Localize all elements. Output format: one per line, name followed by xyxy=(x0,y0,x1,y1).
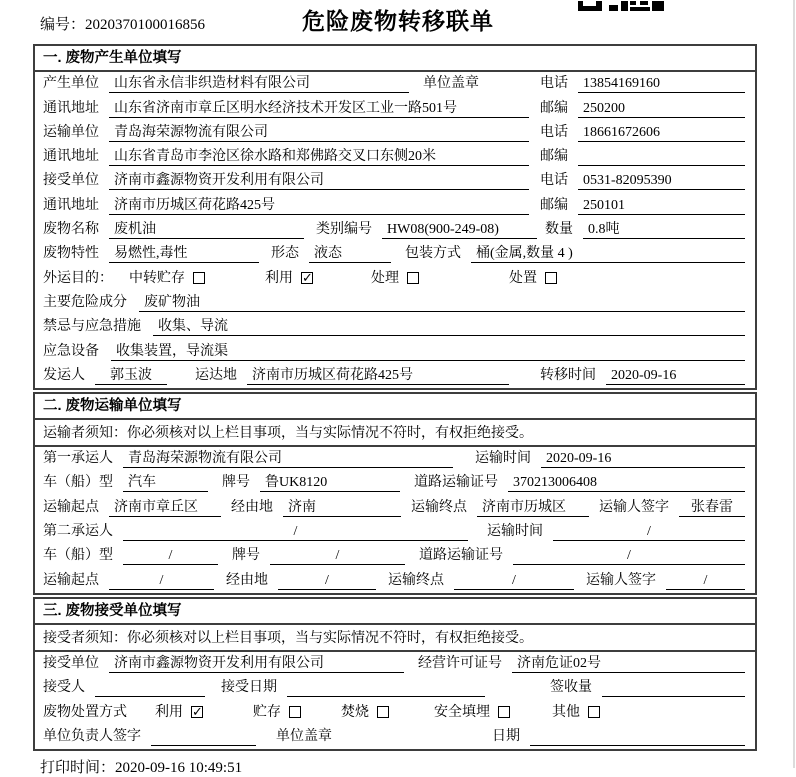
option-label: 焚烧 xyxy=(341,704,369,720)
option-label: 利用 xyxy=(265,270,293,286)
purpose-option-utilize xyxy=(265,269,313,288)
transporter-sign-label: 运输人签字 xyxy=(599,499,669,515)
responsible-signature-label: 单位负责人签字 xyxy=(43,728,141,744)
zip-label: 邮编 xyxy=(540,197,568,213)
checkbox-icon xyxy=(301,272,313,284)
row-produce-unit xyxy=(35,72,755,96)
route1-start-label: 运输起点 xyxy=(43,499,99,515)
transport-phone-value: 18661672606 xyxy=(578,123,745,142)
packaging-label: 包装方式 xyxy=(405,246,461,262)
section-transporter xyxy=(33,392,757,595)
receive-unit-value: 济南市鑫源物资开发利用有限公司 xyxy=(109,171,529,190)
row-carrier2 xyxy=(35,520,755,544)
receive-phone-group xyxy=(540,171,745,190)
checkbox-icon xyxy=(498,706,510,718)
zip-label: 邮编 xyxy=(540,149,568,165)
document-header xyxy=(0,0,796,44)
option-label: 处置 xyxy=(509,270,537,286)
row-receiving-unit xyxy=(35,652,755,676)
route1-end-value: 济南市历城区 xyxy=(477,498,589,517)
waste-traits-value: 易燃性,毒性 xyxy=(109,244,259,263)
phone-label: 电话 xyxy=(540,173,568,189)
waste-name-value: 废机油 xyxy=(109,220,304,239)
vehicle2-type-value: / xyxy=(123,546,218,565)
date-label: 日期 xyxy=(492,728,520,744)
document-number-value: 2020370100016856 xyxy=(85,17,206,33)
receiving-unit-label: 接受单位 xyxy=(43,655,99,671)
carrier2-label: 第二承运人 xyxy=(43,524,113,540)
packaging-value: 桶(金属,数量 4 ) xyxy=(471,244,745,263)
form-value: 液态 xyxy=(309,244,391,263)
destination-label: 运达地 xyxy=(195,367,237,383)
vehicle2-type-label: 车（船）型 xyxy=(43,548,113,564)
carrier2-time-group xyxy=(487,522,745,541)
main-hazard-label: 主要危险成分 xyxy=(43,294,127,310)
row-purpose xyxy=(35,266,755,290)
transporter-sign-label: 运输人签字 xyxy=(586,572,656,588)
checkbox-icon xyxy=(407,272,419,284)
row-waste-traits xyxy=(35,242,755,266)
unit-seal-label: 单位盖章 xyxy=(423,76,479,92)
transport-unit-label: 运输单位 xyxy=(43,124,99,140)
plate-label: 牌号 xyxy=(222,475,250,491)
route1-end-label: 运输终点 xyxy=(411,499,467,515)
print-time-label: 打印时间： xyxy=(40,759,116,776)
receive-zip-group xyxy=(540,196,745,215)
row-route2 xyxy=(35,568,755,592)
category-code-label: 类别编号 xyxy=(316,222,372,238)
produce-unit-label: 产生单位 xyxy=(43,76,99,92)
route1-start-value: 济南市章丘区 xyxy=(109,498,221,517)
purpose-label: 外运目的： xyxy=(43,270,113,286)
checkbox-icon xyxy=(588,706,600,718)
quantity-group xyxy=(545,220,745,239)
row-main-hazard xyxy=(35,291,755,315)
transport-time-label: 运输时间 xyxy=(475,451,531,467)
section-producer xyxy=(33,44,757,390)
row-emergency-equipment xyxy=(35,339,755,363)
transfer-time-value: 2020-09-16 xyxy=(606,366,745,385)
phone-label: 电话 xyxy=(540,124,568,140)
carrier1-time-value: 2020-09-16 xyxy=(541,449,745,468)
row-responsible-signature xyxy=(35,725,755,749)
section-receiver-title: 三. 废物接受单位填写 xyxy=(35,599,755,625)
page-edge-divider xyxy=(793,0,795,768)
date-value xyxy=(530,727,745,746)
emergency-equipment-label: 应急设备 xyxy=(43,343,99,359)
disposal-option-landfill xyxy=(434,703,510,722)
receive-zip-value: 250101 xyxy=(578,196,745,215)
dispatcher-label: 发运人 xyxy=(43,367,85,383)
produce-unit-value: 山东省永信非织造材料有限公司 xyxy=(109,74,409,93)
disposal-option-other xyxy=(552,703,600,722)
purpose-option-treat xyxy=(371,269,419,288)
road-license2-value: / xyxy=(513,546,745,565)
form-label: 形态 xyxy=(271,246,299,262)
transfer-time-group xyxy=(540,366,745,385)
route2-start-value: / xyxy=(109,571,214,590)
option-label: 处理 xyxy=(371,270,399,286)
transporter-notice-text: 运输者须知：你必须核对以上栏目事项，当与实际情况不符时，有权拒绝接受。 xyxy=(43,426,533,442)
row-vehicle1 xyxy=(35,471,755,495)
route2-via-value: / xyxy=(278,571,376,590)
responsible-signature-value xyxy=(151,727,256,746)
transfer-time-label: 转移时间 xyxy=(540,367,596,383)
road-license-value: 370213006408 xyxy=(508,473,745,492)
road-license-label: 道路运输证号 xyxy=(419,548,503,564)
receive-date-value xyxy=(287,678,485,697)
row-vehicle2 xyxy=(35,544,755,568)
checkbox-icon xyxy=(377,706,389,718)
receiver-person-label: 接受人 xyxy=(43,680,85,696)
row-produce-address xyxy=(35,96,755,120)
produce-zip-group xyxy=(540,99,745,118)
transporter-sign2-value: / xyxy=(666,571,745,590)
receive-date-label: 接受日期 xyxy=(221,680,277,696)
row-taboo-measures xyxy=(35,315,755,339)
signed-quantity-label: 签收量 xyxy=(550,680,592,696)
route2-end-label: 运输终点 xyxy=(388,572,444,588)
business-license-label: 经营许可证号 xyxy=(418,655,502,671)
purpose-option-dispose xyxy=(509,269,557,288)
produce-phone-group xyxy=(540,74,745,93)
produce-address-label: 通讯地址 xyxy=(43,100,99,116)
disposal-method-label: 废物处置方式 xyxy=(43,704,127,720)
receiver-notice-text: 接受者须知：你必须核对以上栏目事项，当与实际情况不符时，有权拒绝接受。 xyxy=(43,631,533,647)
receiving-unit-value: 济南市鑫源物资开发利用有限公司 xyxy=(109,654,404,673)
carrier2-time-value: / xyxy=(553,522,745,541)
row-transport-unit xyxy=(35,121,755,145)
section-transporter-title: 二. 废物运输单位填写 xyxy=(35,394,755,420)
print-time xyxy=(40,756,757,777)
option-label: 贮存 xyxy=(253,704,281,720)
purpose-option-transfer-storage xyxy=(129,269,205,288)
transport-address-label: 通讯地址 xyxy=(43,149,99,165)
print-time-value: 2020-09-16 10:49:51 xyxy=(115,759,243,776)
transport-time-label: 运输时间 xyxy=(487,524,543,540)
row-disposal-method xyxy=(35,700,755,724)
option-label: 中转贮存 xyxy=(129,270,185,286)
option-label: 利用 xyxy=(155,704,183,720)
vehicle1-type-value: 汽车 xyxy=(123,473,208,492)
route1-via-value: 济南 xyxy=(283,498,401,517)
row-receive-address xyxy=(35,193,755,217)
route2-end-value: / xyxy=(454,571,574,590)
destination-value: 济南市历城区荷花路425号 xyxy=(247,366,509,385)
carrier1-time-group xyxy=(475,449,745,468)
receive-phone-value: 0531-82095390 xyxy=(578,171,745,190)
carrier1-label: 第一承运人 xyxy=(43,451,113,467)
row-transport-address xyxy=(35,145,755,169)
via-label: 经由地 xyxy=(226,572,268,588)
form-content xyxy=(33,44,757,777)
unit-seal-label: 单位盖章 xyxy=(276,728,332,744)
qr-code-partial-icon xyxy=(578,0,664,10)
row-receive-unit xyxy=(35,169,755,193)
main-hazard-value: 废矿物油 xyxy=(139,293,745,312)
business-license-value: 济南危证02号 xyxy=(512,654,745,673)
route2-start-label: 运输起点 xyxy=(43,572,99,588)
row-receiver-person xyxy=(35,676,755,700)
checkbox-icon xyxy=(193,272,205,284)
section-receiver xyxy=(33,597,757,751)
plate-label: 牌号 xyxy=(232,548,260,564)
category-code-value: HW08(900-249-08) xyxy=(382,220,537,239)
quantity-value: 0.8吨 xyxy=(583,220,745,239)
option-label: 安全填埋 xyxy=(434,704,490,720)
via-label: 经由地 xyxy=(231,499,273,515)
row-waste-name xyxy=(35,218,755,242)
carrier1-value: 青岛海荣源物流有限公司 xyxy=(123,449,453,468)
row-route1 xyxy=(35,495,755,519)
option-label: 其他 xyxy=(552,704,580,720)
receive-address-value: 济南市历城区荷花路425号 xyxy=(109,196,529,215)
produce-phone-value: 13854169160 xyxy=(578,74,745,93)
signed-quantity-group xyxy=(550,678,745,697)
produce-address-value: 山东省济南市章丘区明水经济技术开发区工业一路501号 xyxy=(109,99,529,118)
row-carrier1 xyxy=(35,447,755,471)
checkbox-icon xyxy=(545,272,557,284)
transporter-notice xyxy=(35,420,755,447)
receiver-person-value xyxy=(95,678,205,697)
transport-phone-group xyxy=(540,123,745,142)
page-title: 危险废物转移联单 xyxy=(302,8,494,34)
plate-value: 鲁UK8120 xyxy=(260,473,400,492)
receiver-notice xyxy=(35,625,755,652)
phone-label: 电话 xyxy=(540,76,568,92)
transport-zip-value xyxy=(578,147,745,166)
receive-address-label: 通讯地址 xyxy=(43,197,99,213)
transport-zip-group xyxy=(540,147,745,166)
disposal-option-incinerate xyxy=(341,703,389,722)
plate2-value: / xyxy=(270,546,405,565)
transporter-sign-value: 张春雷 xyxy=(679,498,745,517)
quantity-label: 数量 xyxy=(545,222,573,238)
checkbox-icon xyxy=(289,706,301,718)
carrier2-value: / xyxy=(123,522,468,541)
vehicle1-type-label: 车（船）型 xyxy=(43,475,113,491)
section-producer-title: 一. 废物产生单位填写 xyxy=(35,46,755,72)
zip-label: 邮编 xyxy=(540,100,568,116)
waste-traits-label: 废物特性 xyxy=(43,246,99,262)
taboo-measures-value: 收集、导流 xyxy=(153,317,745,336)
emergency-equipment-value: 收集装置，导流渠 xyxy=(111,342,745,361)
signed-quantity-value xyxy=(602,678,745,697)
checkbox-icon xyxy=(191,706,203,718)
transport-address-value: 山东省青岛市李沧区徐水路和郑佛路交叉口东侧20米 xyxy=(109,147,529,166)
waste-name-label: 废物名称 xyxy=(43,222,99,238)
document-number-label: 编号： xyxy=(40,17,86,33)
receive-unit-label: 接受单位 xyxy=(43,173,99,189)
dispatcher-value: 郭玉波 xyxy=(95,366,167,385)
disposal-option-utilize xyxy=(155,703,203,722)
taboo-measures-label: 禁忌与应急措施 xyxy=(43,319,141,335)
transport-unit-value: 青岛海荣源物流有限公司 xyxy=(109,123,529,142)
disposal-option-storage xyxy=(253,703,301,722)
row-dispatch xyxy=(35,364,755,388)
road-license-label: 道路运输证号 xyxy=(414,475,498,491)
produce-zip-value: 250200 xyxy=(578,99,745,118)
